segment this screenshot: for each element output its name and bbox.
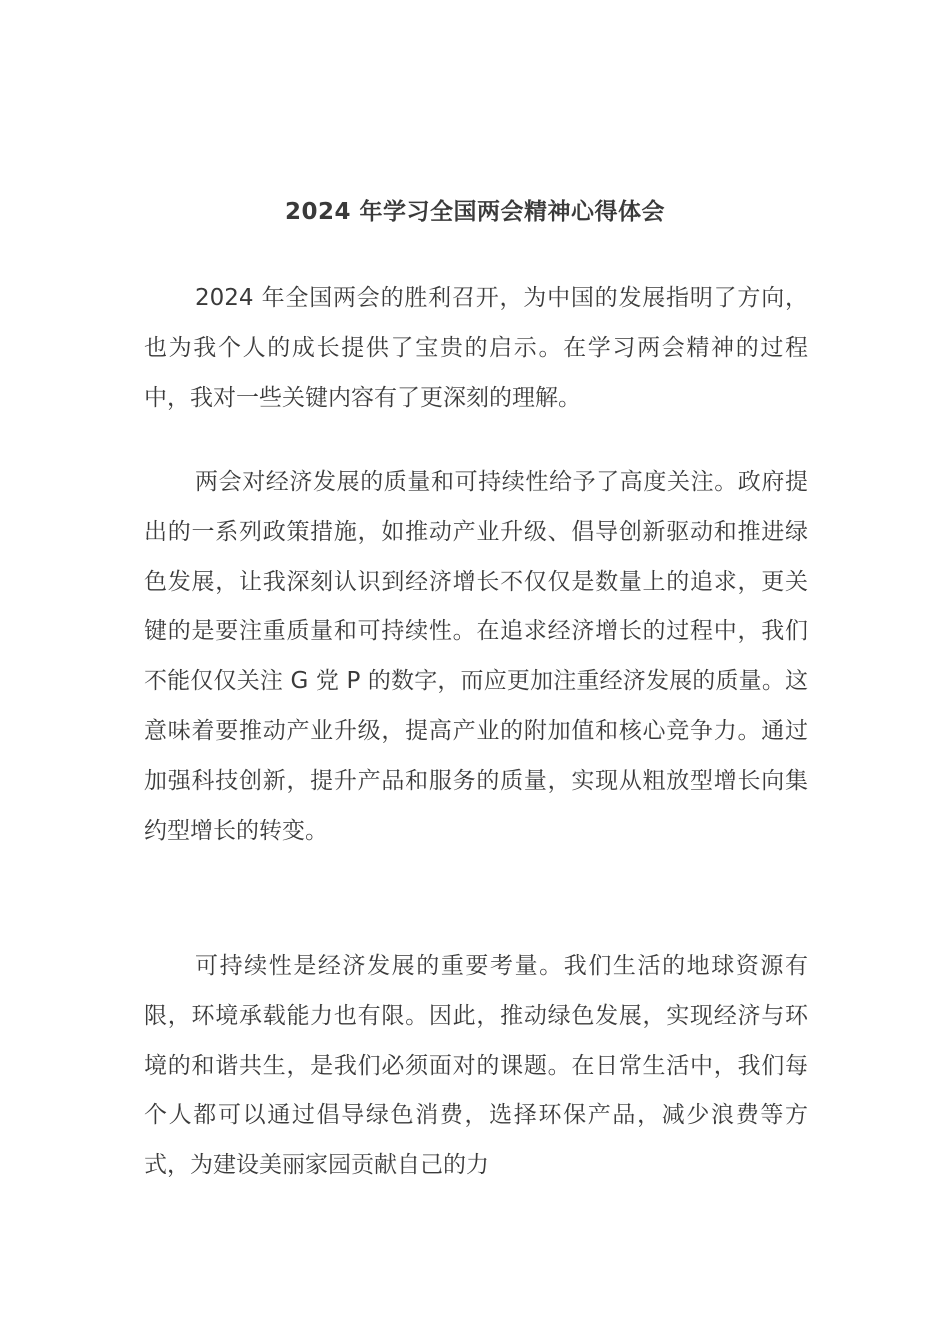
document-title: 2024 年学习全国两会精神心得体会	[284, 199, 666, 225]
paragraph-3: 可持续性是经济发展的重要考量。我们生活的地球资源有限，环境承载能力也有限。因此，推动绿色发展，实现经济与环境的和谐共生，是我们必须面对的课题。在日常生活中，我们每个人都可以通过倡导绿色消费，选择环保产品，减少浪费等方式，为建设美丽家园贡献自己的力	[144, 953, 808, 1179]
paragraph-2: 两会对经济发展的质量和可持续性给予了高度关注。政府提出的一系列政策措施，如推动产业升级、倡导创新驱动和推进绿色发展，让我深刻认识到经济增长不仅仅是数量上的追求，更关键的是要注重质量和可持续性。在追求经济增长的过程中，我们不能仅仅关注 G 党 P 的数字，而应更加注重经济发展的质量。这意味着要推动产业升级，提高产业的附加值和核心竞争力。通过加强科技创新，提升产品和服务的质量，实现从粗放型增长向集约型增长的转变。	[144, 469, 808, 844]
paragraph-1: 2024 年全国两会的胜利召开，为中国的发展指明了方向，也为我个人的成长提供了宝贵的启示。在学习两会精神的过程中，我对一些关键内容有了更深刻的理解。	[144, 285, 808, 411]
